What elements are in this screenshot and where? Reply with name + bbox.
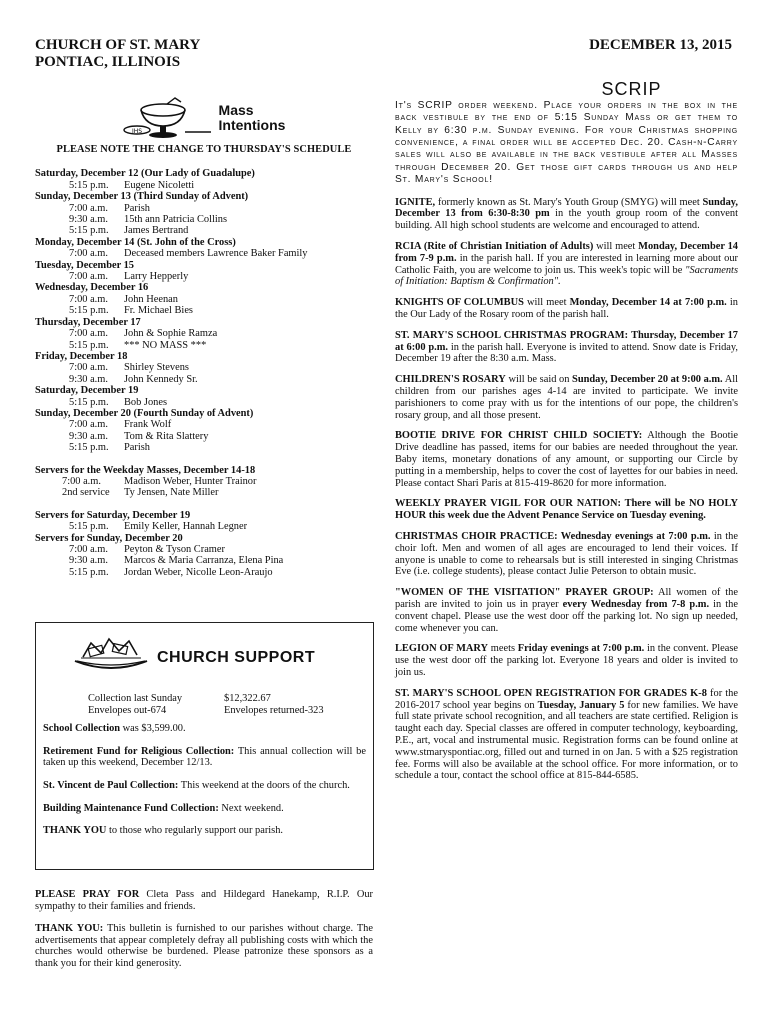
mass-time: 7:00 a.m. [69, 419, 108, 431]
server-time: 9:30 a.m. [69, 555, 108, 567]
collection-value: $12,322.67 [224, 693, 271, 704]
legion-announcement: LEGION OF MARY meets Friday evenings at 7:00 p.m. in the convent. Please use the west door off the parking lot. Everyone 18 years and older is invited to join us. [395, 643, 739, 678]
church-support-header [71, 633, 366, 677]
mass-schedule-list [35, 168, 373, 453]
schedule-change-note: PLEASE NOTE THE CHANGE TO THURSDAY'S SCHEDULE [56, 144, 352, 155]
church-support-title: CHURCH SUPPORT [157, 649, 316, 667]
mass-intention: Fr. Michael Bies [124, 305, 193, 317]
prayer-and-thanks [35, 889, 373, 981]
mass-intention-row [35, 180, 373, 191]
server-time: 7:00 a.m. [69, 544, 108, 555]
prayer-request: PLEASE PRAY FOR Cleta Pass and Hildegard Hanekamp, R.I.P. Our sympathy to their families and friends. [35, 889, 373, 912]
mass-day-heading: Saturday, December 12 (Our Lady of Guadalupe) [35, 168, 255, 180]
servers-sunday [35, 533, 373, 579]
rcia-announcement: RCIA (Rite of Christian Initiation of Adults) will meet Monday, December 14 from 7-9 p.m. in the parish hall. If you are interested in learning more about our Catholic Faith, you are welcome to join us. This week's topic will be "Sacraments of Initiation: Baptism & Confirmation". [395, 241, 739, 288]
server-row [35, 567, 373, 578]
mass-intention-row [35, 442, 373, 453]
knights-announcement: KNIGHTS OF COLUMBUS will meet Monday, December 14 at 7:00 p.m. in the Our Lady of the Rosary room of the parish hall. [395, 297, 738, 321]
mass-day-heading: Sunday, December 13 (Third Sunday of Advent) [35, 191, 249, 203]
mass-intention: John & Sophie Ramza [124, 328, 218, 340]
mass-intention: Larry Hepperly [124, 271, 189, 283]
mass-intentions-section [35, 96, 373, 578]
server-names: Marcos & Maria Carranza, Elena Pina [124, 555, 284, 567]
mass-intention: Eugene Nicoletti [124, 179, 195, 191]
mass-intention: Frank Wolf [124, 419, 172, 431]
mass-day-heading: Saturday, December 19 [35, 385, 139, 397]
mass-intention-row [35, 248, 373, 259]
mass-time: 9:30 a.m. [69, 430, 108, 442]
christmas-program-announcement: ST. MARY'S SCHOOL CHRISTMAS PROGRAM: Thursday, December 17 at 6:00 p.m. in the parish hall. Everyone is invited to attend. Snow date is Friday, December 19 after the 8:30 a.m. Mass. [395, 329, 739, 365]
server-names: Peyton & Tyson Cramer [124, 544, 225, 555]
svg-text:IHS: IHS [131, 128, 142, 135]
server-names: Madison Weber, Hunter Trainor [124, 475, 257, 487]
mass-intention-row [35, 203, 373, 214]
servers-sunday-heading: Servers for Sunday, December 20 [35, 532, 183, 544]
mass-time: 7:00 a.m. [69, 202, 108, 214]
mass-intentions-logo [35, 96, 373, 140]
server-names: Jordan Weber, Nicolle Leon-Araujo [124, 566, 273, 578]
mass-intention-row [35, 214, 373, 225]
mass-time: 7:00 a.m. [69, 293, 108, 305]
church-support-box [35, 622, 374, 870]
mass-day-heading: Thursday, December 17 [35, 316, 141, 328]
prayer-vigil-announcement: WEEKLY PRAYER VIGIL FOR OUR NATION: There will be NO HOLY HOUR this week due the Advent Penance Service on Tuesday evening. [395, 498, 738, 522]
mass-time: 5:15 p.m. [69, 339, 109, 351]
mass-intention: Parish [124, 442, 150, 454]
server-time: 2nd service [62, 487, 110, 499]
mass-intention-row [35, 362, 373, 373]
mass-day-heading: Sunday, December 20 (Fourth Sunday of Advent) [35, 407, 254, 419]
mass-time: 9:30 a.m. [69, 214, 108, 226]
mass-intention-row [35, 340, 373, 351]
envelopes-returned: Envelopes returned-323 [224, 704, 324, 716]
mass-intention: 15th ann Patricia Collins [124, 214, 228, 226]
mass-intention: Parish [124, 202, 150, 214]
mass-day-heading: Monday, December 14 (St. John of the Cross) [35, 236, 236, 248]
mass-day-heading: Friday, December 18 [35, 350, 128, 362]
mass-time: 7:00 a.m. [69, 248, 108, 260]
mass-intention: Tom & Rita Slattery [124, 430, 209, 442]
mass-intention: Shirley Stevens [124, 362, 189, 374]
mass-time: 5:15 p.m. [69, 225, 109, 237]
mass-time: 7:00 a.m. [69, 271, 108, 283]
mass-intention-row [35, 305, 373, 316]
server-row [35, 555, 373, 566]
server-names: Ty Jensen, Nate Miller [124, 487, 219, 499]
mass-intention: John Kennedy Sr. [124, 373, 198, 385]
registration-announcement: ST. MARY'S SCHOOL OPEN REGISTRATION FOR GRADES K-8 for the 2016-2017 school year begins on Tuesday, January 5 for new families. We have full state private school recognition, and all teachers are state certified. Religion is taught each day. Special classes are offered in computer technology, keyboarding, P.E., art, vocal and instrumental music. Registration forms can be found online at www.stmaryspontiac.org, filled out and turned in on Jan. 5 with a $25 registration fee. Forms will also be available at the school office. For more information, or to schedule a tour, contact the school office at 815-844-6585. [395, 687, 738, 782]
rosary-announcement: CHILDREN'S ROSARY will be said on Sunday, December 20 at 9:00 a.m. All children from our parishes ages 4-14 are invited to participate. We invite parishioners to come pray with us for the intentions of our pope, the children's rosary group, and all those present. [395, 374, 738, 421]
parish-name: CHURCH OF ST. MARY [35, 37, 201, 53]
chalice-icon [123, 96, 215, 140]
mass-intention: Deceased members Lawrence Baker Family [124, 248, 308, 260]
server-row [35, 544, 373, 555]
servers-saturday-heading: Servers for Saturday, December 19 [35, 509, 191, 521]
ignite-announcement: IGNITE, formerly known as St. Mary's Youth Group (SMYG) will meet Sunday, December 13 from 6:30-8:30 pm in the youth group room of the convent building. All high school students are welcome and encouraged to attend. [395, 196, 738, 232]
server-row [35, 521, 373, 532]
mass-time: 5:15 p.m. [69, 396, 109, 408]
servers-saturday [35, 510, 373, 533]
servers-weekday-heading: Servers for the Weekday Masses, December 14-18 [35, 464, 256, 476]
mass-time: 7:00 a.m. [69, 362, 108, 374]
server-row [35, 476, 373, 487]
mass-intention-row [35, 225, 373, 236]
server-row [35, 487, 373, 498]
mass-time: 9:30 a.m. [69, 373, 108, 385]
mass-time: 5:15 p.m. [69, 442, 109, 454]
retirement-collection: Retirement Fund for Religious Collection: This annual collection will be taken up this weekend, December 12/13. [43, 745, 366, 769]
mass-intention-row [35, 271, 373, 282]
mass-intention: *** NO MASS *** [124, 339, 207, 351]
visitation-announcement: "WOMEN OF THE VISITATION" PRAYER GROUP: All women of the parish are invited to join us in prayer every Wednesday from 7-8 p.m. in the convent chapel. Please use the west door off the parking lot. No sign up needed, come whenever you can. [395, 587, 738, 634]
school-collection: School Collection was $3,599.00. [43, 723, 186, 735]
mass-intention-row [35, 294, 373, 305]
sponsor-thanks: THANK YOU: This bulletin is furnished to our parishes without charge. The advertisements that appear completely defray all publishing costs with which the churches would otherwise be burdened. Please patronize these sponsors as a thank you for their kind generosity. [35, 923, 373, 969]
scrip-text: It's SCRIP order weekend. Place your orders in the box in the back vestibule by the end of 5:15 Sunday Mass or get them to Kelly by 6:30 p.m. Sunday evening. For your Christmas shopping convenience, a final order will be accepted Dec. 20. Cash-n-Carry sales will also be available in the back vestibule after all Masses through December 20. Get those gift cards through us and help St. Mary's School! [395, 99, 738, 186]
support-thanks: THANK YOU to those who regularly support our parish. [43, 825, 284, 837]
mass-day-heading: Wednesday, December 16 [35, 282, 149, 294]
mass-intention-row [35, 419, 373, 430]
announcements-column [395, 79, 739, 791]
mass-intention: John Heenan [124, 293, 178, 305]
collection-summary [88, 693, 366, 716]
mass-intention-row [35, 397, 373, 408]
bootie-drive-announcement: BOOTIE DRIVE FOR CHRIST CHILD SOCIETY: Although the Bootie Drive deadline has passed, items for our babies are needed throughout the year. Baby items, monetary donations of any amount, or supporting our Circle by putting in a membership, helps to cover the cost of layettes for our babies in need. Please contact Shari Paris at 815-419-8620 for more information. [395, 430, 739, 489]
mass-time: 7:00 a.m. [69, 328, 108, 340]
parish-name-header [35, 37, 200, 71]
mass-day-heading: Tuesday, December 15 [35, 259, 134, 271]
mass-intention: Bob Jones [124, 396, 168, 408]
building-collection: Building Maintenance Fund Collection: Next weekend. [43, 802, 284, 814]
scrip-title: SCRIP [601, 79, 662, 99]
offering-basket-icon [71, 635, 149, 675]
collection-label: Collection last Sunday [88, 693, 183, 704]
mass-time: 5:15 p.m. [69, 179, 109, 191]
parish-location: PONTIAC, ILLINOIS [35, 54, 181, 70]
mass-time: 5:15 p.m. [69, 305, 109, 317]
bulletin-date: DECEMBER 13, 2015 [589, 37, 732, 53]
mass-intention: James Bertrand [124, 225, 189, 237]
mass-intention-row [35, 374, 373, 385]
servers-weekday [35, 465, 373, 499]
server-time: 5:15 p.m. [69, 521, 109, 533]
envelopes-out: Envelopes out-674 [88, 704, 167, 716]
server-time: 7:00 a.m. [62, 475, 101, 487]
server-names: Emily Keller, Hannah Legner [124, 521, 248, 533]
mass-intention-row [35, 431, 373, 442]
svdp-collection: St. Vincent de Paul Collection: This weekend at the doors of the church. [43, 779, 350, 791]
mass-intention-row [35, 328, 373, 339]
choir-announcement: CHRISTMAS CHOIR PRACTICE: Wednesday evenings at 7:00 p.m. in the choir loft. Men and women of all ages are encouraged to lend their voices. If anyone is unable to come to rehearsals but is still interested in singing Christmas Eve (i.e. college students), please contact Julie Peterson to obtain music. [395, 530, 738, 578]
mass-intentions-title: Mass Intentions [218, 102, 286, 133]
server-time: 5:15 p.m. [69, 566, 109, 578]
